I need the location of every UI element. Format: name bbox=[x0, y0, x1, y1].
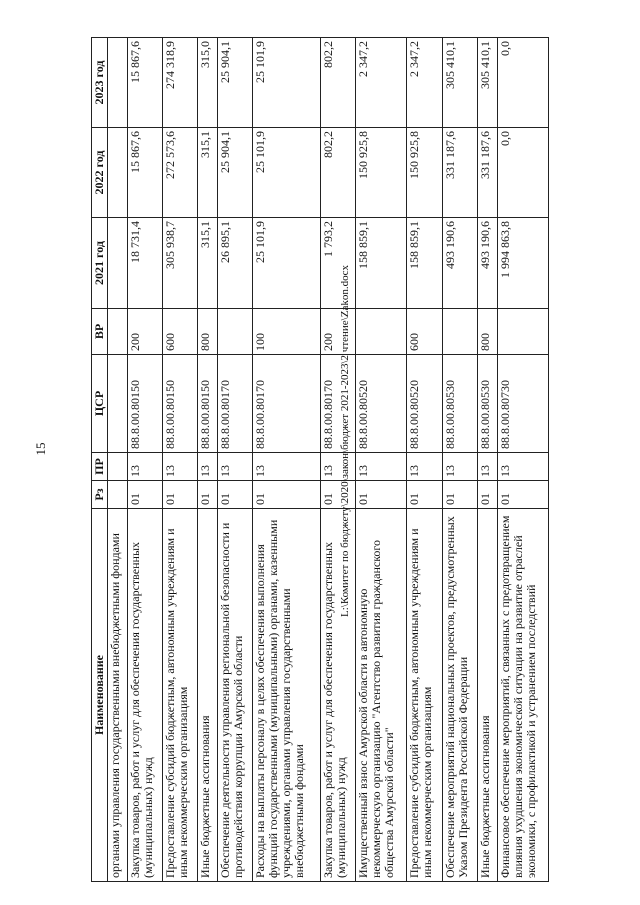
cell-2021: 493 190,6 bbox=[442, 218, 477, 309]
cell-name: Иные бюджетные ассигнования bbox=[478, 509, 498, 882]
cell-pr: 13 bbox=[217, 453, 252, 481]
header-2022: 2022 год bbox=[92, 128, 108, 218]
cell-pr bbox=[108, 453, 128, 481]
cell-vr: 600 bbox=[162, 309, 197, 355]
header-pr: ПР bbox=[92, 453, 108, 481]
cell-csr: 88.8.00.80530 bbox=[442, 355, 477, 453]
cell-pr: 13 bbox=[407, 453, 442, 481]
cell-2021: 18 731,4 bbox=[127, 218, 162, 309]
cell-csr: 88.8.00.80150 bbox=[127, 355, 162, 453]
cell-name: Предоставление субсидий бюджетным, автономным учреждениям и иным некоммерческим организациям bbox=[162, 509, 197, 882]
cell-2023: 802,2 bbox=[320, 38, 355, 128]
header-2023: 2023 год bbox=[92, 38, 108, 128]
header-name: Наименование bbox=[92, 509, 108, 882]
cell-2023: 305 410,1 bbox=[442, 38, 477, 128]
cell-vr: 200 bbox=[127, 309, 162, 355]
cell-csr: 88.8.00.80170 bbox=[253, 355, 320, 453]
cell-2021 bbox=[108, 218, 128, 309]
cell-2022: 272 573,6 bbox=[162, 128, 197, 218]
footer-file-path: L:\Комитет по бюджету\2020\закон\бюджет 2021-2023\2 чтение\Zakon.docx bbox=[339, 265, 351, 617]
cell-2021: 493 190,6 bbox=[478, 218, 498, 309]
page-number: 15 bbox=[33, 442, 48, 456]
cell-2023: 25 904,1 bbox=[217, 38, 252, 128]
cell-name: Финансовое обеспечение мероприятий, связанных с предотвращением влияния ухудшения экономической ситуации на развитие отраслей экономики, с профилактикой и устранением последствий bbox=[497, 509, 548, 882]
header-csr: ЦСР bbox=[92, 355, 108, 453]
table-row bbox=[127, 38, 162, 882]
cell-2021: 305 938,7 bbox=[162, 218, 197, 309]
cell-2022: 331 187,6 bbox=[478, 128, 498, 218]
cell-pr: 13 bbox=[442, 453, 477, 481]
header-rz: Рз bbox=[92, 481, 108, 509]
cell-csr: 88.8.00.80520 bbox=[407, 355, 442, 453]
cell-2022: 315,1 bbox=[198, 128, 218, 218]
cell-csr: 88.8.00.80170 bbox=[320, 355, 355, 453]
cell-pr: 13 bbox=[162, 453, 197, 481]
cell-2021: 315,1 bbox=[198, 218, 218, 309]
cell-name: Иные бюджетные ассигнования bbox=[198, 509, 218, 882]
cell-name: Предоставление субсидий бюджетным, автономным учреждениям и иным некоммерческим организациям bbox=[407, 509, 442, 882]
cell-2022: 802,2 bbox=[320, 128, 355, 218]
cell-pr: 13 bbox=[320, 453, 355, 481]
cell-2022: 25 904,1 bbox=[217, 128, 252, 218]
cell-name: Обеспечение мероприятий национальных проектов, предусмотренных Указом Президента Российской Федерации bbox=[442, 509, 477, 882]
cell-2022: 150 925,8 bbox=[355, 128, 406, 218]
cell-2023: 15 867,6 bbox=[127, 38, 162, 128]
cell-rz: 01 bbox=[478, 481, 498, 509]
cell-csr: 88.8.00.80530 bbox=[478, 355, 498, 453]
cell-name: Имущественный взнос Амурской области в автономную некоммерческую организацию "Агентство развития гражданского общества Амурской области" bbox=[355, 509, 406, 882]
cell-pr: 13 bbox=[127, 453, 162, 481]
cell-2022: 0,0 bbox=[497, 128, 548, 218]
cell-rz: 01 bbox=[253, 481, 320, 509]
cell-2022: 150 925,8 bbox=[407, 128, 442, 218]
cell-2021: 158 859,1 bbox=[355, 218, 406, 309]
table-row bbox=[217, 38, 252, 882]
cell-name: Закупка товаров, работ и услуг для обеспечения государственных (муниципальных) нужд bbox=[127, 509, 162, 882]
table-row bbox=[355, 38, 406, 882]
cell-csr: 88.8.00.80730 bbox=[497, 355, 548, 453]
cell-2023: 305 410,1 bbox=[478, 38, 498, 128]
cell-vr bbox=[442, 309, 477, 355]
cell-2023: 0,0 bbox=[497, 38, 548, 128]
cell-2023: 2 347,2 bbox=[355, 38, 406, 128]
cell-2021: 25 101,9 bbox=[253, 218, 320, 309]
table-row bbox=[108, 38, 128, 882]
cell-csr bbox=[108, 355, 128, 453]
cell-vr bbox=[108, 309, 128, 355]
table-row bbox=[407, 38, 442, 882]
cell-2023 bbox=[108, 38, 128, 128]
cell-rz: 01 bbox=[127, 481, 162, 509]
cell-rz bbox=[108, 481, 128, 509]
cell-pr: 13 bbox=[497, 453, 548, 481]
cell-vr: 200 bbox=[320, 309, 355, 355]
header-2021: 2021 год bbox=[92, 218, 108, 309]
cell-pr: 13 bbox=[198, 453, 218, 481]
cell-pr: 13 bbox=[355, 453, 406, 481]
cell-rz: 01 bbox=[320, 481, 355, 509]
cell-2022 bbox=[108, 128, 128, 218]
cell-rz: 01 bbox=[407, 481, 442, 509]
cell-name: Обеспечение деятельности управления региональной безопасности и противодействия коррупции Амурской области bbox=[217, 509, 252, 882]
cell-2022: 25 101,9 bbox=[253, 128, 320, 218]
cell-vr: 100 bbox=[253, 309, 320, 355]
table-row bbox=[497, 38, 548, 882]
cell-name: Закупка товаров, работ и услуг для обеспечения государственных (муниципальных) нужд bbox=[320, 509, 355, 882]
cell-rz: 01 bbox=[198, 481, 218, 509]
cell-2022: 331 187,6 bbox=[442, 128, 477, 218]
cell-csr: 88.8.00.80170 bbox=[217, 355, 252, 453]
cell-pr: 13 bbox=[253, 453, 320, 481]
cell-pr: 13 bbox=[478, 453, 498, 481]
budget-table bbox=[91, 37, 549, 882]
cell-2021: 26 895,1 bbox=[217, 218, 252, 309]
cell-csr: 88.8.00.80520 bbox=[355, 355, 406, 453]
cell-name: Расходы на выплаты персоналу в целях обеспечения выполнения функций государственными (муниципальными) органами, казенными учреждениями, органами управления государственными внебюджетными фондами bbox=[253, 509, 320, 882]
cell-2023: 2 347,2 bbox=[407, 38, 442, 128]
cell-rz: 01 bbox=[497, 481, 548, 509]
table-header-row bbox=[92, 38, 108, 882]
cell-rz: 01 bbox=[355, 481, 406, 509]
cell-vr: 800 bbox=[478, 309, 498, 355]
cell-2021: 1 793,2 bbox=[320, 218, 355, 309]
table-row bbox=[478, 38, 498, 882]
header-vr: ВР bbox=[92, 309, 108, 355]
cell-2021: 1 994 863,8 bbox=[497, 218, 548, 309]
rotated-page-content bbox=[91, 38, 549, 882]
cell-csr: 88.8.00.80150 bbox=[162, 355, 197, 453]
cell-vr bbox=[355, 309, 406, 355]
cell-2023: 274 318,9 bbox=[162, 38, 197, 128]
cell-rz: 01 bbox=[442, 481, 477, 509]
cell-vr: 800 bbox=[198, 309, 218, 355]
table-row bbox=[162, 38, 197, 882]
cell-name: органами управления государственными внебюджетными фондами bbox=[108, 509, 128, 882]
cell-2023: 315,0 bbox=[198, 38, 218, 128]
cell-2023: 25 101,9 bbox=[253, 38, 320, 128]
cell-vr bbox=[217, 309, 252, 355]
cell-rz: 01 bbox=[162, 481, 197, 509]
cell-2021: 158 859,1 bbox=[407, 218, 442, 309]
cell-vr bbox=[497, 309, 548, 355]
table-row bbox=[198, 38, 218, 882]
cell-2022: 15 867,6 bbox=[127, 128, 162, 218]
cell-rz: 01 bbox=[217, 481, 252, 509]
cell-vr: 600 bbox=[407, 309, 442, 355]
table-row bbox=[253, 38, 320, 882]
cell-csr: 88.8.00.80150 bbox=[198, 355, 218, 453]
table-row bbox=[442, 38, 477, 882]
